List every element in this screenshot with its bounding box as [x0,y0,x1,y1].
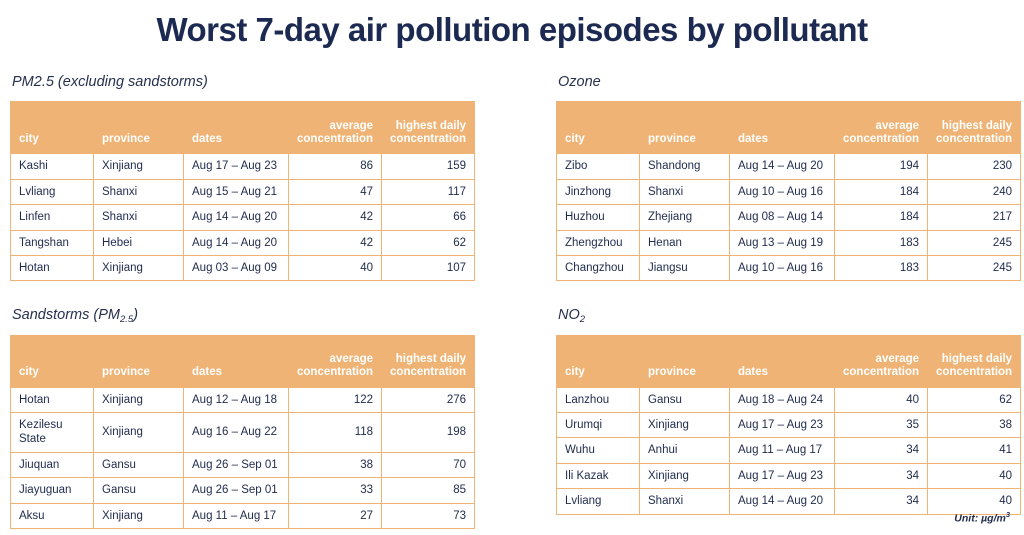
cell-province: Xinjiang [640,463,730,488]
cell-average: 183 [835,230,928,255]
cell-dates: Aug 12 – Aug 18 [184,387,289,412]
table-no2 [556,335,1021,515]
table-row [11,503,475,528]
column-header-city: city [557,102,640,154]
cell-average: 33 [289,478,382,503]
cell-highest: 38 [928,413,1021,438]
cell-average: 35 [835,413,928,438]
column-header-province: province [94,102,184,154]
cell-province: Henan [640,230,730,255]
column-header-average-concentration: average concentration [835,102,928,154]
panel-pm25-title-text: PM2.5 (excluding sandstorms) [12,74,208,90]
panel-sandstorms-title-end: ) [133,307,139,324]
cell-province: Shanxi [640,489,730,514]
unit-note-exponent: 3 [1005,509,1010,519]
cell-province: Jiangsu [640,255,730,280]
cell-city: Kezilesu State [11,413,94,453]
cell-city: Linfen [11,205,94,230]
cell-average: 40 [289,255,382,280]
cell-highest: 66 [382,205,475,230]
table-row [557,438,1021,463]
table-row [11,230,475,255]
panel-pm25 [10,74,480,281]
right-column [556,74,1024,521]
table-header-row [557,335,1021,387]
cell-province: Xinjiang [94,413,184,453]
column-header-average-concentration: average concentration [289,335,382,387]
cell-highest: 217 [928,205,1021,230]
cell-city: Jiuquan [11,452,94,477]
table-row [557,179,1021,204]
cell-highest: 276 [382,387,475,412]
cell-city: Zibo [557,154,640,179]
cell-province: Shandong [640,154,730,179]
panel-no2-title [558,307,1024,324]
column-header-average-concentration: average concentration [835,335,928,387]
table-row [11,154,475,179]
cell-city: Zhengzhou [557,230,640,255]
table-row [557,230,1021,255]
cell-highest: 62 [928,387,1021,412]
table-ozone [556,101,1021,281]
table-row [11,255,475,280]
cell-highest: 245 [928,255,1021,280]
cell-city: Lanzhou [557,387,640,412]
cell-average: 184 [835,205,928,230]
cell-average: 27 [289,503,382,528]
cell-dates: Aug 14 – Aug 20 [730,489,835,514]
cell-city: Jiayuguan [11,478,94,503]
cell-province: Gansu [640,387,730,412]
table-sandstorms [10,335,475,529]
cell-dates: Aug 14 – Aug 20 [184,205,289,230]
cell-average: 34 [835,489,928,514]
cell-city: Ili Kazak [557,463,640,488]
panel-ozone-title [558,74,1024,91]
cell-highest: 41 [928,438,1021,463]
cell-city: Wuhu [557,438,640,463]
panel-sandstorms-title-text: Sandstorms (PM [12,307,120,324]
table-row [11,205,475,230]
cell-average: 194 [835,154,928,179]
cell-highest: 73 [382,503,475,528]
panel-ozone [556,74,1024,281]
column-header-highest-daily-concentration: highest daily concentration [928,102,1021,154]
cell-average: 42 [289,230,382,255]
cell-highest: 40 [928,489,1021,514]
panel-no2-title-text: NO [558,307,580,324]
cell-dates: Aug 17 – Aug 23 [730,463,835,488]
cell-province: Xinjiang [640,413,730,438]
table-row [557,154,1021,179]
cell-city: Hotan [11,387,94,412]
column-header-city: city [11,335,94,387]
column-header-province: province [94,335,184,387]
column-header-dates: dates [730,102,835,154]
table-row [11,413,475,453]
table-row [557,413,1021,438]
cell-average: 42 [289,205,382,230]
cell-highest: 117 [382,179,475,204]
table-row [557,205,1021,230]
panel-ozone-title-text: Ozone [558,74,601,90]
cell-highest: 240 [928,179,1021,204]
cell-city: Huzhou [557,205,640,230]
column-header-province: province [640,102,730,154]
cell-highest: 230 [928,154,1021,179]
table-row [557,463,1021,488]
poster-page [0,12,1024,532]
cell-city: Aksu [11,503,94,528]
table-header-row [11,102,475,154]
cell-province: Xinjiang [94,387,184,412]
cell-average: 118 [289,413,382,453]
panel-no2 [556,307,1024,514]
column-header-average-concentration: average concentration [289,102,382,154]
cell-average: 47 [289,179,382,204]
cell-average: 34 [835,463,928,488]
cell-province: Zhejiang [640,205,730,230]
column-header-highest-daily-concentration: highest daily concentration [382,335,475,387]
cell-city: Urumqi [557,413,640,438]
cell-province: Gansu [94,452,184,477]
cell-city: Lvliang [11,179,94,204]
cell-city: Lvliang [557,489,640,514]
cell-dates: Aug 10 – Aug 16 [730,255,835,280]
cell-dates: Aug 13 – Aug 19 [730,230,835,255]
cell-average: 122 [289,387,382,412]
cell-dates: Aug 11 – Aug 17 [184,503,289,528]
cell-highest: 70 [382,452,475,477]
table-header-row [557,102,1021,154]
table-row [11,387,475,412]
column-header-city: city [557,335,640,387]
cell-province: Shanxi [94,205,184,230]
cell-dates: Aug 15 – Aug 21 [184,179,289,204]
column-header-dates: dates [184,102,289,154]
cell-city: Kashi [11,154,94,179]
table-row [11,179,475,204]
table-row [557,387,1021,412]
cell-dates: Aug 14 – Aug 20 [184,230,289,255]
column-header-dates: dates [184,335,289,387]
cell-province: Hebei [94,230,184,255]
cell-dates: Aug 10 – Aug 16 [730,179,835,204]
cell-dates: Aug 16 – Aug 22 [184,413,289,453]
column-header-dates: dates [730,335,835,387]
cell-dates: Aug 17 – Aug 23 [184,154,289,179]
cell-city: Tangshan [11,230,94,255]
column-header-highest-daily-concentration: highest daily concentration [382,102,475,154]
left-column [10,74,480,535]
table-row [557,255,1021,280]
column-header-city: city [11,102,94,154]
table-row [11,452,475,477]
panel-sandstorms-title [12,307,480,324]
cell-average: 183 [835,255,928,280]
cell-average: 34 [835,438,928,463]
cell-province: Shanxi [94,179,184,204]
cell-average: 86 [289,154,382,179]
cell-province: Shanxi [640,179,730,204]
cell-highest: 107 [382,255,475,280]
cell-highest: 198 [382,413,475,453]
cell-dates: Aug 26 – Sep 01 [184,452,289,477]
column-header-province: province [640,335,730,387]
panel-no2-title-sub: 2 [579,314,586,326]
cell-dates: Aug 14 – Aug 20 [730,154,835,179]
panel-sandstorms [10,307,480,529]
table-row [557,489,1021,514]
cell-dates: Aug 26 – Sep 01 [184,478,289,503]
cell-province: Xinjiang [94,503,184,528]
cell-dates: Aug 17 – Aug 23 [730,413,835,438]
cell-city: Hotan [11,255,94,280]
cell-highest: 40 [928,463,1021,488]
cell-city: Changzhou [557,255,640,280]
page-title: Worst 7-day air pollution episodes by pollutant [156,11,868,48]
column-header-highest-daily-concentration: highest daily concentration [928,335,1021,387]
cell-dates: Aug 18 – Aug 24 [730,387,835,412]
unit-note-text: Unit: µg/m [954,512,1006,524]
cell-dates: Aug 08 – Aug 14 [730,205,835,230]
cell-average: 184 [835,179,928,204]
cell-province: Xinjiang [94,255,184,280]
table-header-row [11,335,475,387]
cell-average: 40 [835,387,928,412]
cell-city: Jinzhong [557,179,640,204]
cell-province: Gansu [94,478,184,503]
table-row [11,478,475,503]
cell-highest: 85 [382,478,475,503]
panel-pm25-title [12,74,480,91]
cell-dates: Aug 03 – Aug 09 [184,255,289,280]
cell-average: 38 [289,452,382,477]
cell-highest: 245 [928,230,1021,255]
cell-dates: Aug 11 – Aug 17 [730,438,835,463]
cell-highest: 159 [382,154,475,179]
unit-note [954,510,1010,525]
cell-province: Anhui [640,438,730,463]
table-pm25 [10,101,475,281]
cell-province: Xinjiang [94,154,184,179]
cell-highest: 62 [382,230,475,255]
panel-sandstorms-title-sub: 2.5 [119,314,134,326]
